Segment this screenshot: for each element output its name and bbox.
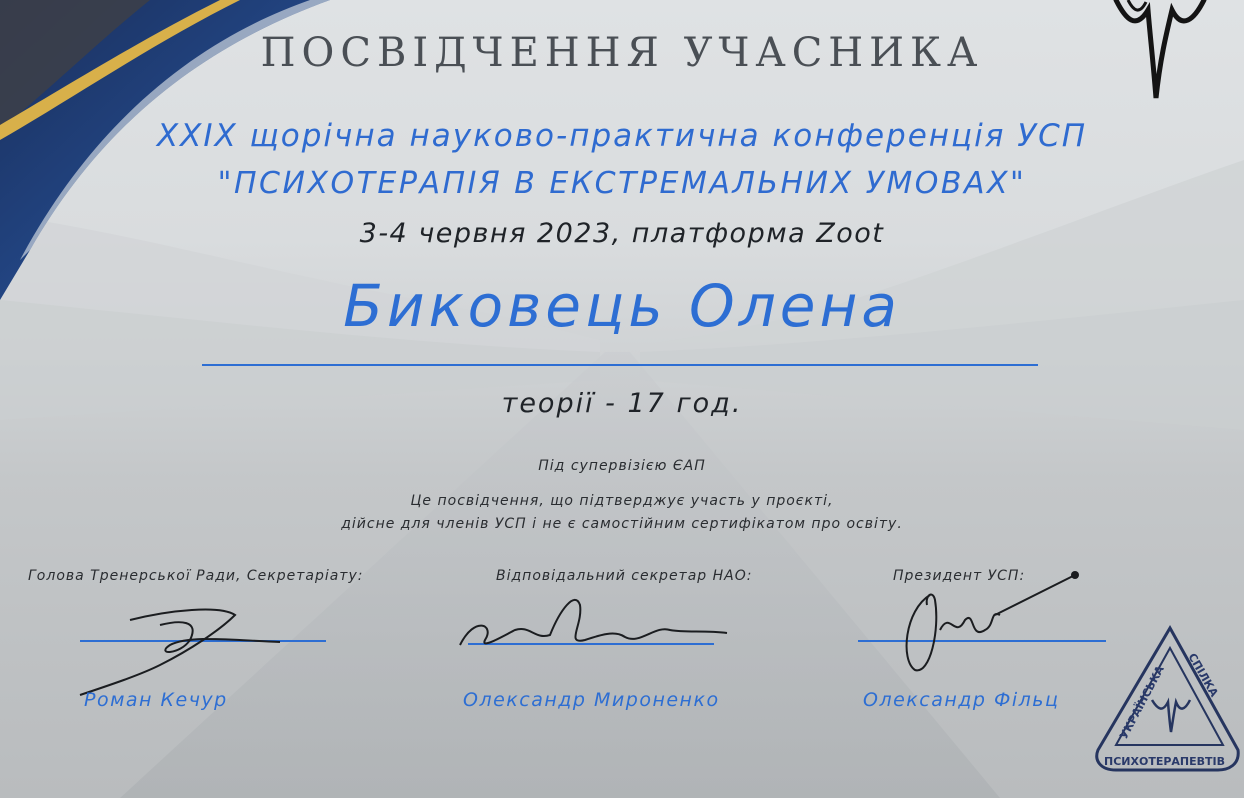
seal-logo-icon (1152, 700, 1190, 732)
note-line-1: Це посвідчення, що підтверджує участь у проєкті, (410, 493, 834, 509)
signatory-name-3: Олександр Фільц (863, 689, 1060, 711)
supervision-text: Під супервізією ЄАП (538, 458, 706, 474)
signatory-role-1: Голова Тренерської Ради, Секретаріату: (28, 568, 364, 584)
participant-name: Биковець Олена (343, 272, 901, 340)
conference-title: XXIX щорічна науково-практична конференція УСП (156, 118, 1088, 154)
name-underline (202, 364, 1038, 366)
note-line-2: дійсне для членів УСП і не є самостійним сертифікатом про освіту. (341, 516, 903, 532)
signature-3 (895, 570, 1085, 680)
signatory-role-2: Відповідальний секретар НАО: (496, 568, 753, 584)
usp-seal-stamp (1088, 620, 1244, 785)
signature-2 (455, 585, 735, 665)
seal-text-left: УКРАЇНСЬКА (1117, 663, 1167, 742)
conference-dates: 3-4 червня 2023, платформа Zoot (359, 218, 885, 249)
signature-1 (70, 600, 290, 700)
conference-theme: "ПСИХОТЕРАПІЯ В ЕКСТРЕМАЛЬНИХ УМОВАХ" (217, 166, 1027, 201)
signatory-name-2: Олександр Мироненко (463, 689, 720, 711)
hours-text: теорії - 17 год. (501, 388, 743, 419)
seal-text-bottom: ПСИХОТЕРАПЕВТІВ (1104, 755, 1225, 768)
signatory-role-3: Президент УСП: (893, 568, 1026, 584)
certificate-title: ПОСВІДЧЕННЯ УЧАСНИКА (260, 30, 984, 76)
seal-text-right: СПІЛКА (1185, 651, 1221, 700)
signatory-name-1: Роман Кечур (84, 689, 228, 711)
